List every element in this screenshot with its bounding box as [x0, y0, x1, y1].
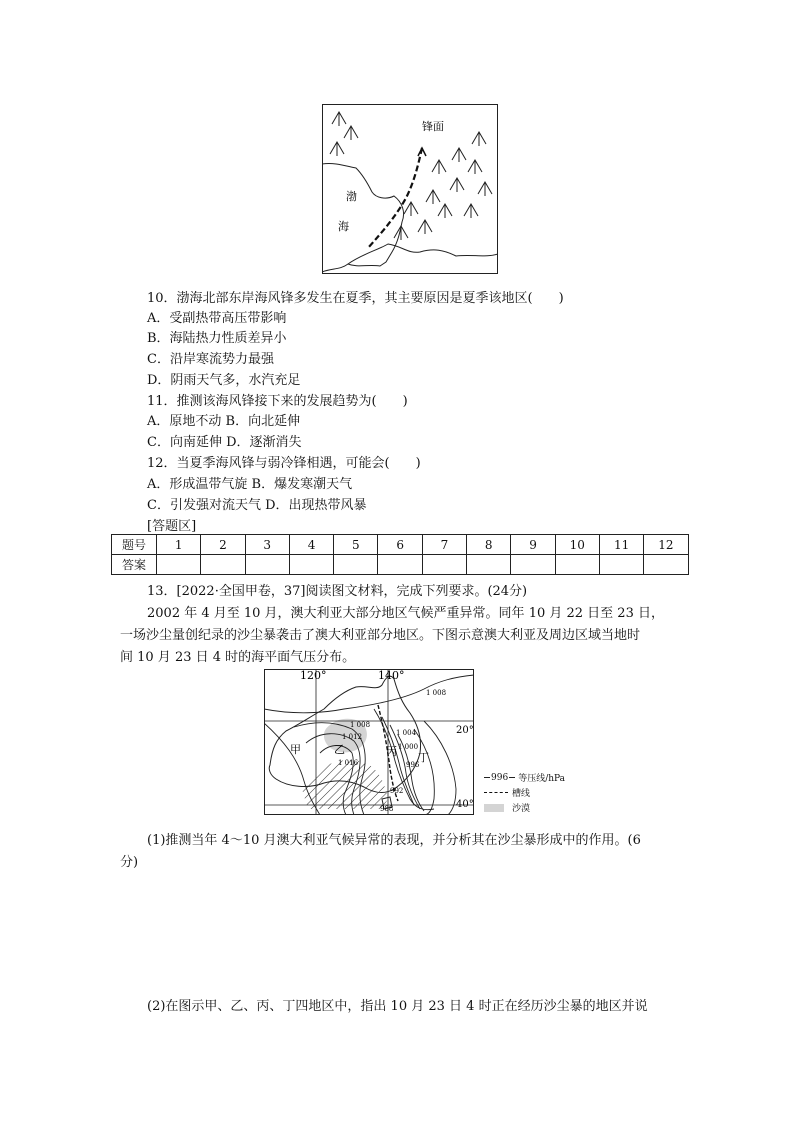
bohai-label-2: 海	[338, 220, 349, 233]
q13-sub1-line-1: (1)推测当年 4～10 月澳大利亚气候异常的表现，并分析其在沙尘暴形成中的作用。(6	[147, 833, 641, 848]
isobar-label-1008-a: 1 008	[426, 689, 447, 697]
answer-table	[111, 534, 689, 575]
isobar-label-988: 988	[380, 805, 394, 813]
isobar-label-1012: 1 012	[342, 733, 363, 741]
q11-stem: 11．推测该海风锋接下来的发展趋势为( )	[147, 394, 408, 409]
q10-option-a: A．受副热带高压带影响	[147, 311, 287, 326]
lon-120-label: 120°	[300, 669, 327, 682]
q10-option-c: C．沿岸寒流势力最强	[147, 352, 274, 367]
lat-20-label: 20°	[456, 725, 474, 736]
region-bing-label: 丙	[386, 745, 397, 758]
q11-options-cd: C．向南延伸 D．逐渐消失	[147, 435, 302, 450]
answer-cell[interactable]	[422, 555, 466, 575]
isobar-label-1008-b: 1 008	[350, 721, 371, 729]
legend-isobar-label: 等压线/hPa	[518, 774, 566, 784]
number-cell: 11	[599, 535, 643, 555]
number-cell: 10	[555, 535, 599, 555]
answer-cell[interactable]	[245, 555, 289, 575]
number-cell: 8	[467, 535, 511, 555]
answer-table-answer-row	[112, 555, 689, 575]
lon-140-label: 140°	[378, 669, 405, 682]
australia-pressure-map	[264, 669, 474, 815]
number-row-label: 题号	[112, 535, 157, 555]
answer-area-title: [答题区]	[147, 519, 197, 534]
q12-options-ab: A．形成温带气旋 B．爆发寒潮天气	[147, 477, 353, 492]
q10-stem: 10．渤海北部东岸海风锋多发生在夏季，其主要原因是夏季该地区( )	[147, 291, 564, 306]
answer-cell[interactable]	[201, 555, 245, 575]
answer-cell[interactable]	[644, 555, 688, 575]
answer-row-label: 答案	[112, 555, 157, 575]
number-cell: 9	[511, 535, 555, 555]
front-label: 锋面	[422, 120, 444, 133]
number-cell: 3	[245, 535, 289, 555]
legend-trough	[484, 785, 565, 800]
region-yi-label: 乙	[334, 743, 345, 756]
q12-stem: 12．当夏季海风锋与弱冷锋相遇，可能会( )	[147, 456, 421, 471]
isobar-label-1004: 1 004	[396, 729, 417, 737]
q13-paragraph-line-3: 间 10 月 23 日 4 时的海平面气压分布。	[120, 650, 356, 665]
answer-table-number-row	[112, 535, 689, 555]
number-cell: 5	[334, 535, 378, 555]
legend-isobar	[484, 770, 565, 785]
bohai-label-1: 渤	[346, 190, 357, 203]
q13-paragraph-line-1: 2002 年 4 月至 10 月，澳大利亚大部分地区气候严重异常。同年 10 月 22 日至 23 日，	[147, 606, 664, 621]
answer-cell[interactable]	[467, 555, 511, 575]
number-cell: 6	[378, 535, 422, 555]
q10-option-b: B．海陆热力性质差异小	[147, 331, 287, 346]
region-ding-label: 丁	[418, 751, 429, 764]
number-cell: 1	[157, 535, 201, 555]
legend-trough-label: 槽线	[512, 789, 531, 799]
q11-options-ab: A．原地不动 B．向北延伸	[147, 414, 301, 429]
answer-cell[interactable]	[555, 555, 599, 575]
legend-desert	[484, 800, 565, 815]
q13-sub1-line-2: 分)	[120, 855, 139, 870]
answer-cell[interactable]	[378, 555, 422, 575]
q12-options-cd: C．引发强对流天气 D．出现热带风暴	[147, 498, 367, 513]
q13-sub2-line-1: (2)在图示甲、乙、丙、丁四地区中，指出 10 月 23 日 4 时正在经历沙尘暴的地区并说	[147, 999, 648, 1014]
region-jia-label: 甲	[290, 743, 301, 756]
q10-option-d: D．阴雨天气多，水汽充足	[147, 373, 301, 388]
answer-cell[interactable]	[599, 555, 643, 575]
isobar-label-992: 992	[390, 787, 404, 795]
answer-cell[interactable]	[511, 555, 555, 575]
legend-desert-label: 沙漠	[512, 804, 531, 814]
lat-40-label: 40°	[456, 799, 474, 810]
q13-paragraph-line-2: 一场沙尘量创纪录的沙尘暴袭击了澳大利亚部分地区。下图示意澳大利亚及周边区域当地时	[120, 628, 641, 643]
number-cell: 7	[422, 535, 466, 555]
answer-cell[interactable]	[157, 555, 201, 575]
isobar-label-1016: 1 016	[338, 759, 359, 767]
q13-header: 13．[2022·全国甲卷，37]阅读图文材料，完成下列要求。(24分)	[147, 584, 528, 599]
answer-cell[interactable]	[289, 555, 333, 575]
isobar-label-996: 996	[406, 761, 420, 769]
number-cell: 2	[201, 535, 245, 555]
map-legend	[484, 770, 565, 815]
answer-cell[interactable]	[334, 555, 378, 575]
sea-breeze-front-map	[322, 104, 498, 274]
number-cell: 12	[644, 535, 688, 555]
isobar-label-1000: 1 000	[398, 743, 419, 751]
legend-isobar-value: 996	[491, 772, 509, 783]
number-cell: 4	[289, 535, 333, 555]
